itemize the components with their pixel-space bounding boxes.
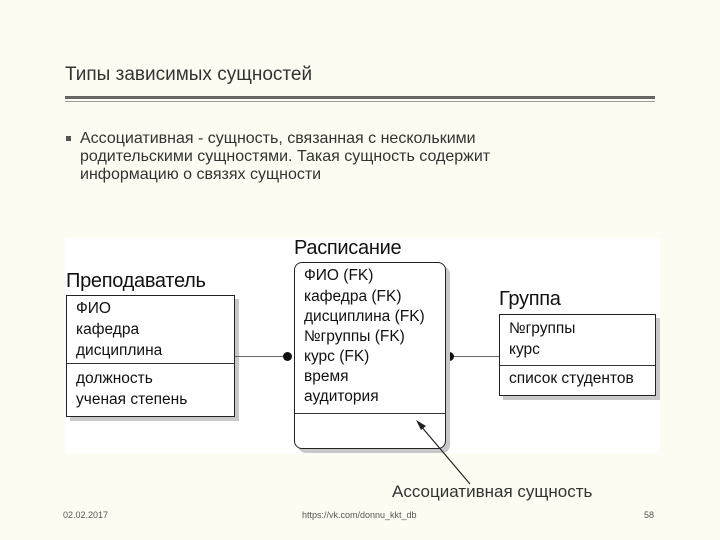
attr-text: аудитория [304,388,379,405]
attr-text: кафедра (FK) [304,288,402,305]
attr-text: ученая степень [76,391,188,408]
attr-text: должность [76,370,153,387]
footer-page-number: 58 [644,510,655,520]
attr-text: время [304,368,349,385]
attr-text: кафедра [76,321,140,338]
footer-url: https://vk.com/donnu_kkt_db [302,510,417,520]
entity-title-schedule: Расписание [294,237,402,259]
attr-text: ФИО [76,300,111,317]
attr-text: №группы [509,320,576,337]
attr-text: дисциплина [76,342,163,359]
attr-text: ФИО (FK) [304,267,374,284]
attr-text: дисциплина (FK) [304,308,425,325]
slide-title: Типы зависимых сущностей [65,64,313,85]
footer-date: 02.02.2017 [63,510,109,520]
attr-text: курс (FK) [304,348,370,365]
entity-title-teacher: Преподаватель [66,270,206,292]
attr-text: №группы (FK) [304,328,405,345]
associative-entity-caption: Ассоциативная сущность [392,482,593,501]
attr-text: курс [509,341,540,358]
bullet-text: Ассоциативная - сущность, связанная с несколькими родительскими сущностями. Такая сущность содержит информацию о связях сущности [80,130,491,183]
entity-title-group: Группа [499,288,561,310]
attr-text: список студентов [509,370,634,387]
